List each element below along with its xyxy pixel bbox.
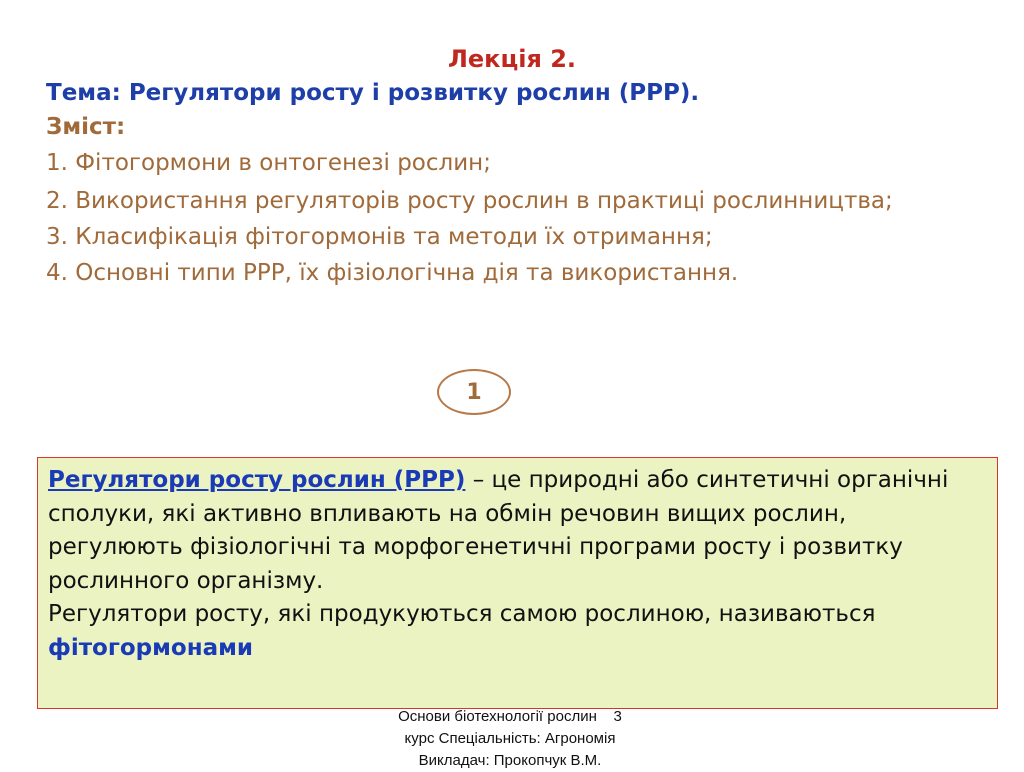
slide-number-marker xyxy=(437,369,511,415)
contents-item-3: 3. Класифікація фітогормонів та методи їх отримання; xyxy=(46,224,713,250)
definition-term-link[interactable]: Регулятори росту рослин (РРР) xyxy=(48,467,466,493)
slide-footer xyxy=(340,706,680,772)
contents-item-2: 2. Використання регуляторів росту рослин в практиці рослинництва; xyxy=(46,188,893,214)
definition-text: – це природні або синтетичні органічні сполуки, які активно впливають на обмін речовин вищих рослин, регулюють фізіологічні та морфогенетичні програми росту і розвитку рослинного організму. xyxy=(48,467,949,594)
footer-line-3: Викладач: Прокопчук В.М. xyxy=(418,752,602,769)
contents-heading: Зміст: xyxy=(46,114,126,140)
lecture-title: Лекція 2. xyxy=(447,45,577,73)
lecture-topic: Тема: Регулятори росту і розвитку рослин (РРР). xyxy=(46,80,700,106)
contents-list xyxy=(46,111,1006,291)
definition-highlight: фітогормонами xyxy=(48,634,254,661)
contents-item-1: 1. Фітогормони в онтогенезі рослин; xyxy=(46,150,491,176)
footer-line-2: курс Спеціальність: Агрономія xyxy=(404,730,616,747)
slide-number-text: 1 xyxy=(466,379,482,405)
definition-box xyxy=(37,457,998,709)
definition-second-text: Регулятори росту, які продукуються самою рослиною, називаються xyxy=(48,601,876,627)
footer-line-1: Основи біотехнології рослин 3 xyxy=(398,708,622,725)
contents-item-4: 4. Основні типи РРР, їх фізіологічна дія та використання. xyxy=(46,260,739,286)
